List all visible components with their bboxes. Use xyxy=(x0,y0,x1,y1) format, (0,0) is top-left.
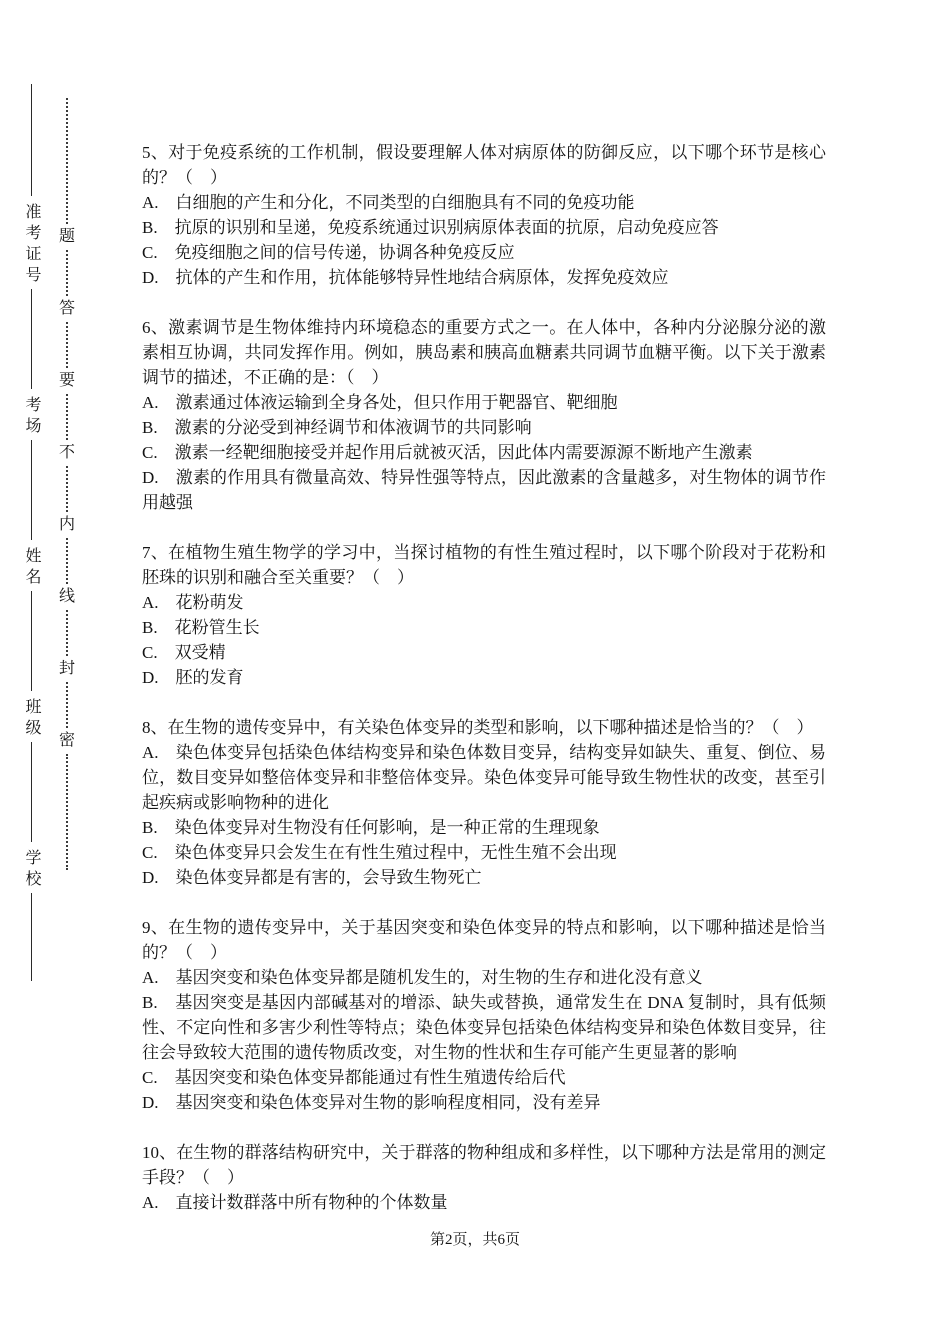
fill-in-line xyxy=(31,893,32,981)
question-9-stem: 9、在生物的遗传变异中，关于基因突变和染色体变异的特点和影响，以下哪种描述是恰当的？（ ） xyxy=(142,918,826,962)
question-9-option-c: C. 基因突变和染色体变异都能通过有性生殖遗传给后代 xyxy=(142,1068,566,1087)
question-10 xyxy=(142,1140,826,1215)
question-6-option-d: D. 激素的作用具有微量高效、特异性强等特点，因此激素的含量越多，对生物体的调节作用越强 xyxy=(142,468,826,512)
fill-in-line xyxy=(31,591,32,691)
seal-char-mi: 密 xyxy=(58,732,75,749)
field-name: 姓名 xyxy=(23,547,40,589)
question-10-option-a: A. 直接计数群落中所有物种的个体数量 xyxy=(142,1193,448,1212)
seal-dotted-segment xyxy=(66,394,68,440)
seal-char-bu: 不 xyxy=(58,444,75,461)
question-8-option-d: D. 染色体变异都是有害的，会导致生物死亡 xyxy=(142,868,482,887)
seal-dotted-segment xyxy=(66,538,68,584)
seal-dotted-segment xyxy=(66,610,68,656)
question-5-stem: 5、对于免疫系统的工作机制，假设要理解人体对病原体的防御反应，以下哪个环节是核心的？（ ） xyxy=(142,143,826,187)
student-info-column xyxy=(18,84,44,981)
question-9 xyxy=(142,915,826,1115)
question-5-option-b: B. 抗原的识别和呈递，免疫系统通过识别病原体表面的抗原，启动免疫应答 xyxy=(142,218,719,237)
seal-char-feng: 封 xyxy=(58,660,75,677)
question-8-option-c: C. 染色体变异只会发生在有性生殖过程中，无性生殖不会出现 xyxy=(142,843,617,862)
question-8-option-a: A. 染色体变异包括染色体结构变异和染色体数目变异，结构变异如缺失、重复、倒位、易位，数目变异如整倍体变异和非整倍体变异。染色体变异可能导致生物性状的改变，甚至引起疾病或影响物种的进化 xyxy=(142,743,826,812)
question-9-option-b: B. 基因突变是基因内部碱基对的增添、缺失或替换，通常发生在 DNA 复制时，具有低频性、不定向性和多害少利性等特点；染色体变异包括染色体结构变异和染色体数目变异，往往会导致较大范围的遗传物质改变，对生物的性状和生存可能产生更显著的影响 xyxy=(142,993,826,1062)
field-admission-number: 准考证号 xyxy=(23,203,40,287)
question-7-option-a: A. 花粉萌发 xyxy=(142,593,244,612)
seal-line-column xyxy=(56,98,78,870)
question-6-stem: 6、激素调节是生物体维持内环境稳态的重要方式之一。在人体中，各种内分泌腺分泌的激素相互协调，共同发挥作用。例如，胰岛素和胰高血糖素共同调节血糖平衡。以下关于激素调节的描述，不正确的是：（ ） xyxy=(142,318,826,387)
question-7-option-d: D. 胚的发育 xyxy=(142,668,244,687)
question-5-option-a: A. 白细胞的产生和分化，不同类型的白细胞具有不同的免疫功能 xyxy=(142,193,635,212)
seal-char-xian: 线 xyxy=(58,588,75,605)
field-class: 班级 xyxy=(23,698,40,740)
question-7 xyxy=(142,540,826,690)
seal-dotted-segment xyxy=(66,322,68,368)
seal-char-da: 答 xyxy=(58,300,75,317)
seal-dotted-segment xyxy=(66,250,68,296)
question-8 xyxy=(142,715,826,890)
question-8-stem: 8、在生物的遗传变异中，有关染色体变异的类型和影响，以下哪种描述是恰当的？（ ） xyxy=(142,718,814,737)
question-5-option-d: D. 抗体的产生和作用，抗体能够特异性地结合病原体，发挥免疫效应 xyxy=(142,268,669,287)
question-7-option-b: B. 花粉管生长 xyxy=(142,618,260,637)
question-6-option-c: C. 激素一经靶细胞接受并起作用后就被灭活，因此体内需要源源不断地产生激素 xyxy=(142,443,753,462)
question-7-stem: 7、在植物生殖生物学的学习中，当探讨植物的有性生殖过程时，以下哪个阶段对于花粉和胚珠的识别和融合至关重要？（ ） xyxy=(142,543,826,587)
seal-dotted-segment xyxy=(66,98,68,224)
page-number-footer: 第2页，共6页 xyxy=(429,1232,520,1248)
seal-char-yao: 要 xyxy=(58,372,75,389)
fill-in-line xyxy=(31,742,32,842)
seal-char-nei: 内 xyxy=(58,516,75,533)
seal-dotted-segment xyxy=(66,682,68,728)
field-school: 学校 xyxy=(23,849,40,891)
question-5 xyxy=(142,140,826,290)
fill-in-line xyxy=(31,440,32,540)
question-6 xyxy=(142,315,826,515)
seal-dotted-segment xyxy=(66,754,68,870)
fill-in-line xyxy=(31,84,32,196)
seal-dotted-segment xyxy=(66,466,68,512)
seal-char-ti: 题 xyxy=(58,228,75,245)
question-5-option-c: C. 免疫细胞之间的信号传递，协调各种免疫反应 xyxy=(142,243,515,262)
field-exam-room: 考场 xyxy=(23,396,40,438)
question-9-option-a: A. 基因突变和染色体变异都是随机发生的，对生物的生存和进化没有意义 xyxy=(142,968,703,987)
question-8-option-b: B. 染色体变异对生物没有任何影响，是一种正常的生理现象 xyxy=(142,818,600,837)
exam-content xyxy=(142,140,826,1240)
question-6-option-b: B. 激素的分泌受到神经调节和体液调节的共同影响 xyxy=(142,418,532,437)
question-10-stem: 10、在生物的群落结构研究中，关于群落的物种组成和多样性，以下哪种方法是常用的测定手段？（ ） xyxy=(142,1143,826,1187)
question-6-option-a: A. 激素通过体液运输到全身各处，但只作用于靶器官、靶细胞 xyxy=(142,393,618,412)
question-9-option-d: D. 基因突变和染色体变异对生物的影响程度相同，没有差异 xyxy=(142,1093,601,1112)
question-7-option-c: C. 双受精 xyxy=(142,643,226,662)
fill-in-line xyxy=(31,289,32,389)
